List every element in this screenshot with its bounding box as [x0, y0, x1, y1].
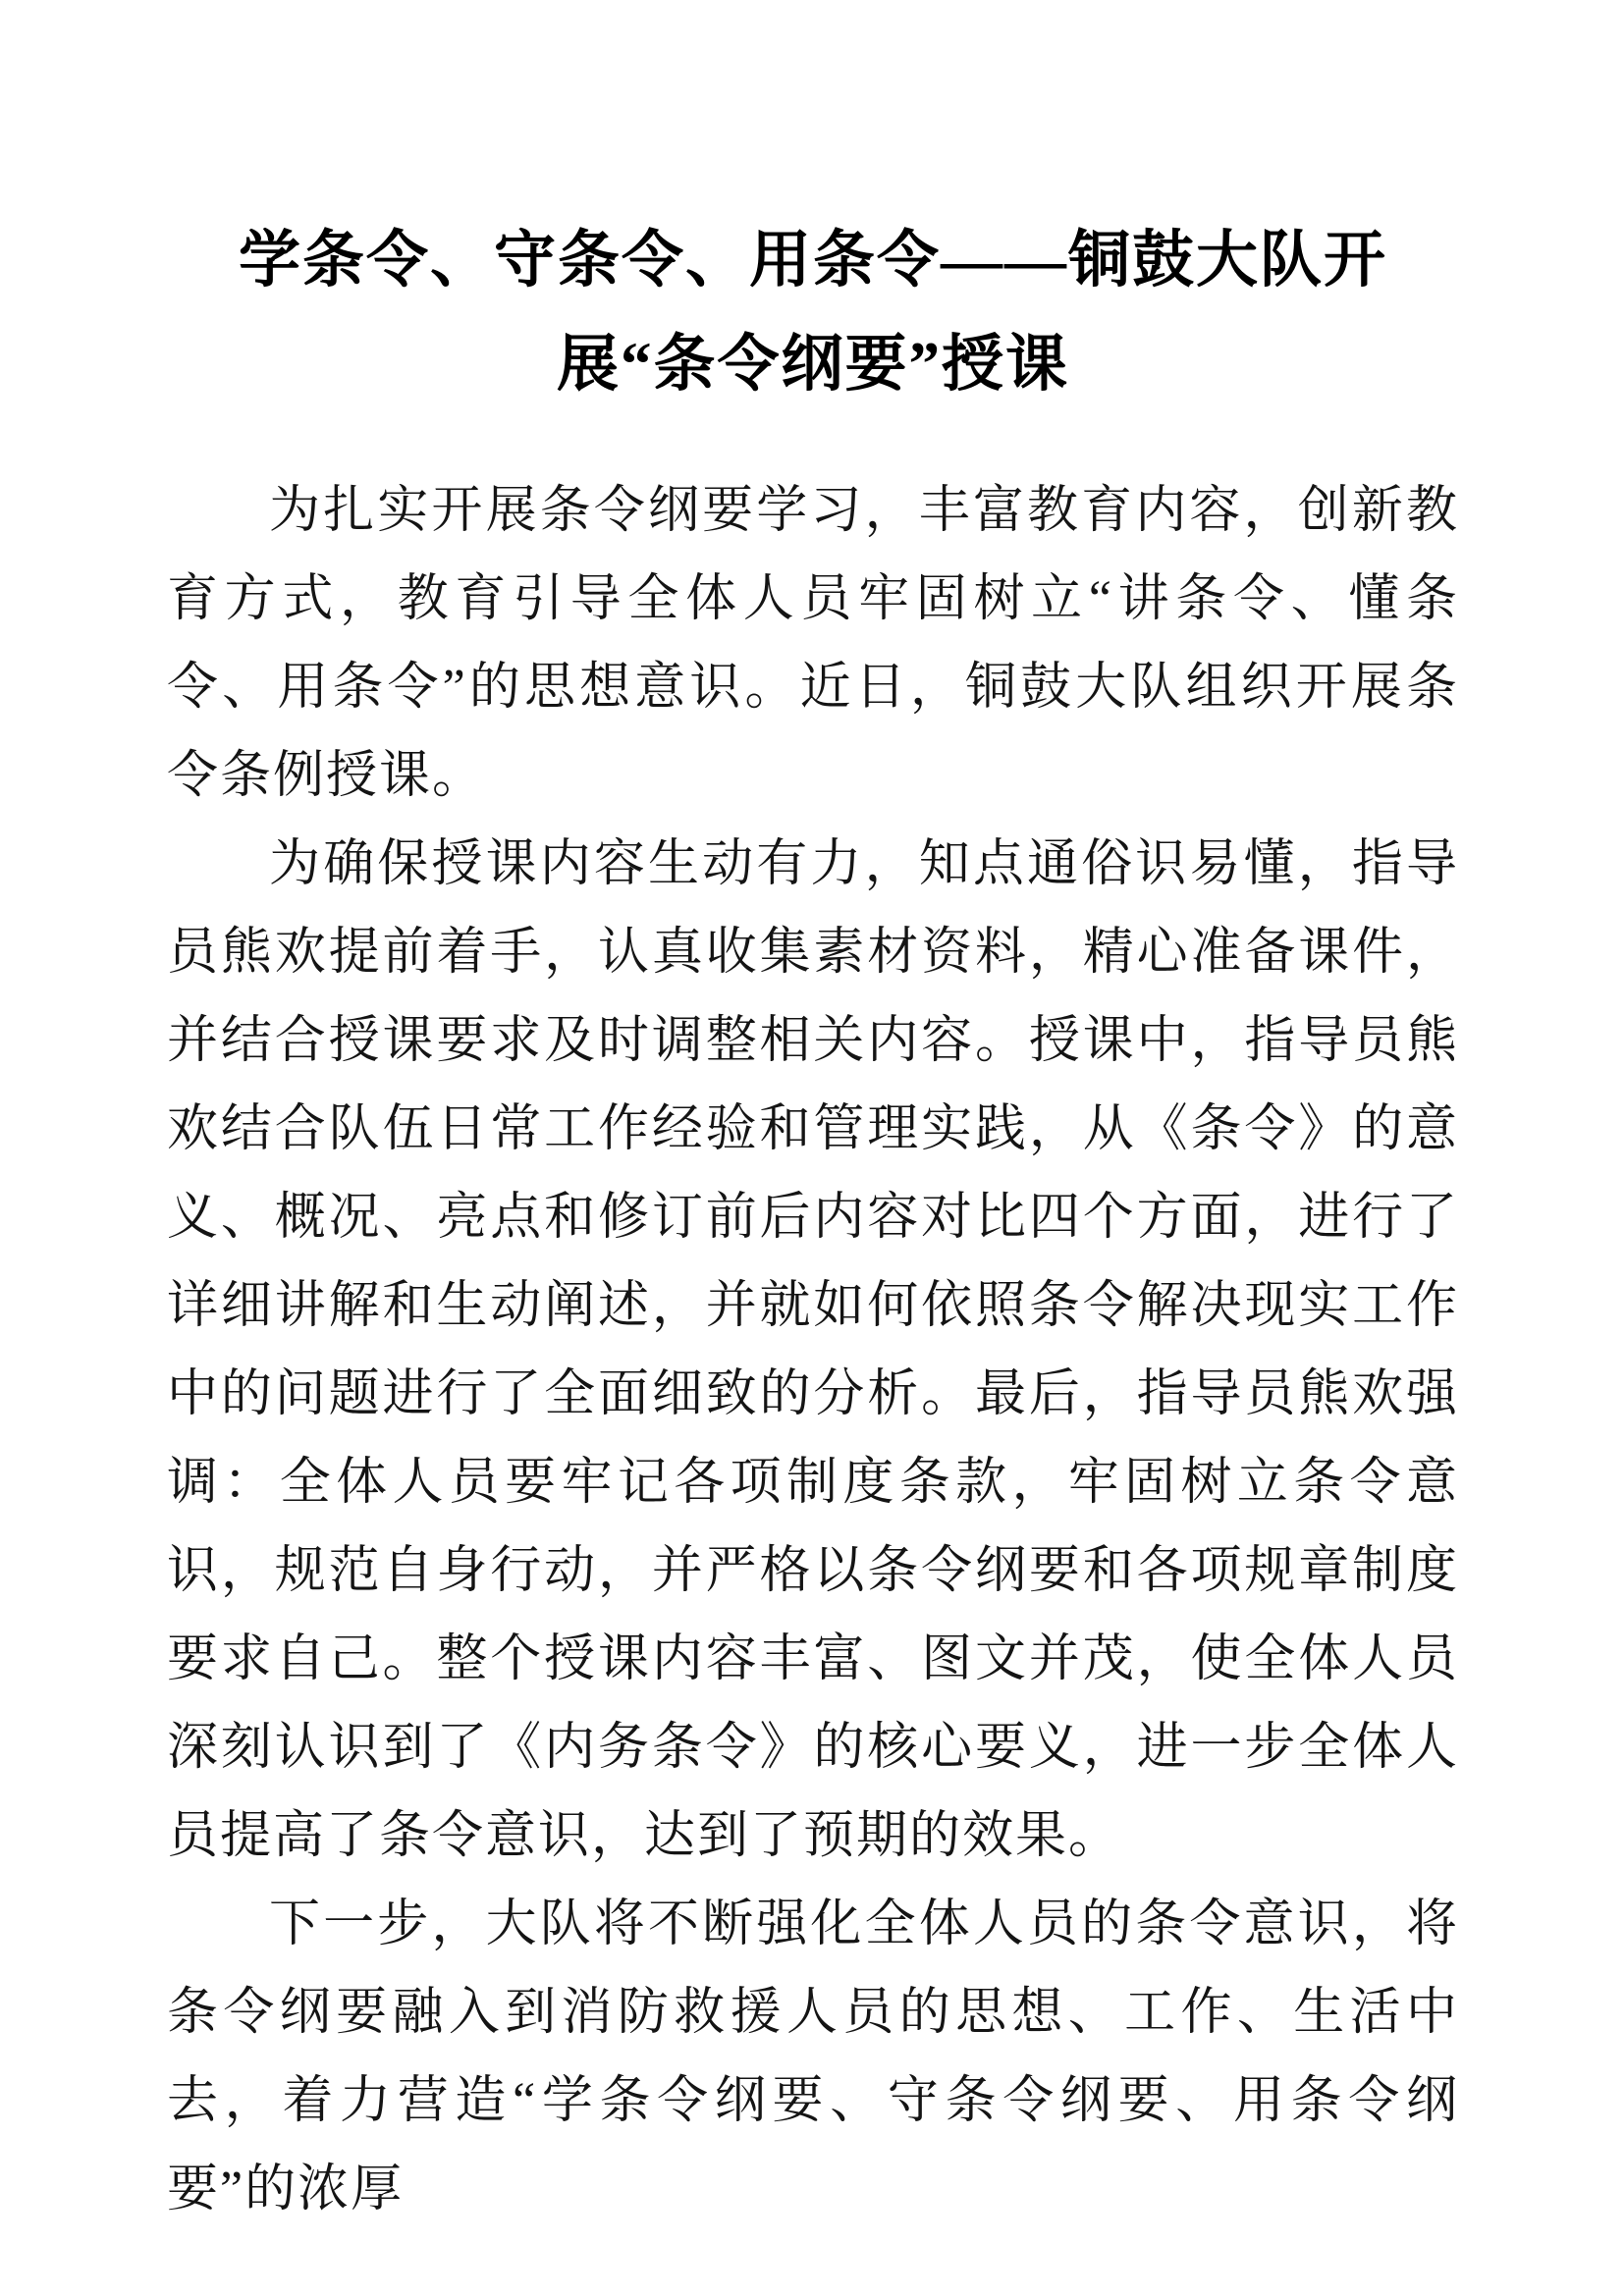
title-line-1: 学条令、守条令、用条令——铜鼓大队开 [239, 226, 1387, 294]
title-line-2: 展“条令纲要”授课 [557, 330, 1069, 399]
paragraph: 下一步，大队将不断强化全体人员的条令意识，将条令纲要融入到消防救援人员的思想、工作、生活中去，着力营造“学条令纲要、守条令纲要、用条令纲要”的浓厚 [167, 1896, 1459, 2217]
document-title [167, 208, 1459, 416]
paragraph: 为确保授课内容生动有力，知点通俗识易懂，指导员熊欢提前着手，认真收集素材资料，精心准备课件，并结合授课要求及时调整相关内容。授课中，指导员熊欢结合队伍日常工作经验和管理实践，从《条令》的意义、概况、亮点和修订前后内容对比四个方面，进行了详细讲解和生动阐述，并就如何依照条令解决现实工作中的问题进行了全面细致的分析。最后，指导员熊欢强调：全体人员要牢记各项制度条款，牢固树立条令意识，规范自身行动，并严格以条令纲要和各项规章制度要求自己。整个授课内容丰富、图文并茂，使全体人员深刻认识到了《内务条令》的核心要义，进一步全体人员提高了条令意识，达到了预期的效果。 [167, 836, 1459, 1864]
paragraph: 为扎实开展条令纲要学习，丰富教育内容，创新教育方式，教育引导全体人员牢固树立“讲条令、懂条令、用条令”的思想意识。近日，铜鼓大队组织开展条令条例授课。 [167, 483, 1459, 804]
document-body [167, 467, 1459, 2234]
